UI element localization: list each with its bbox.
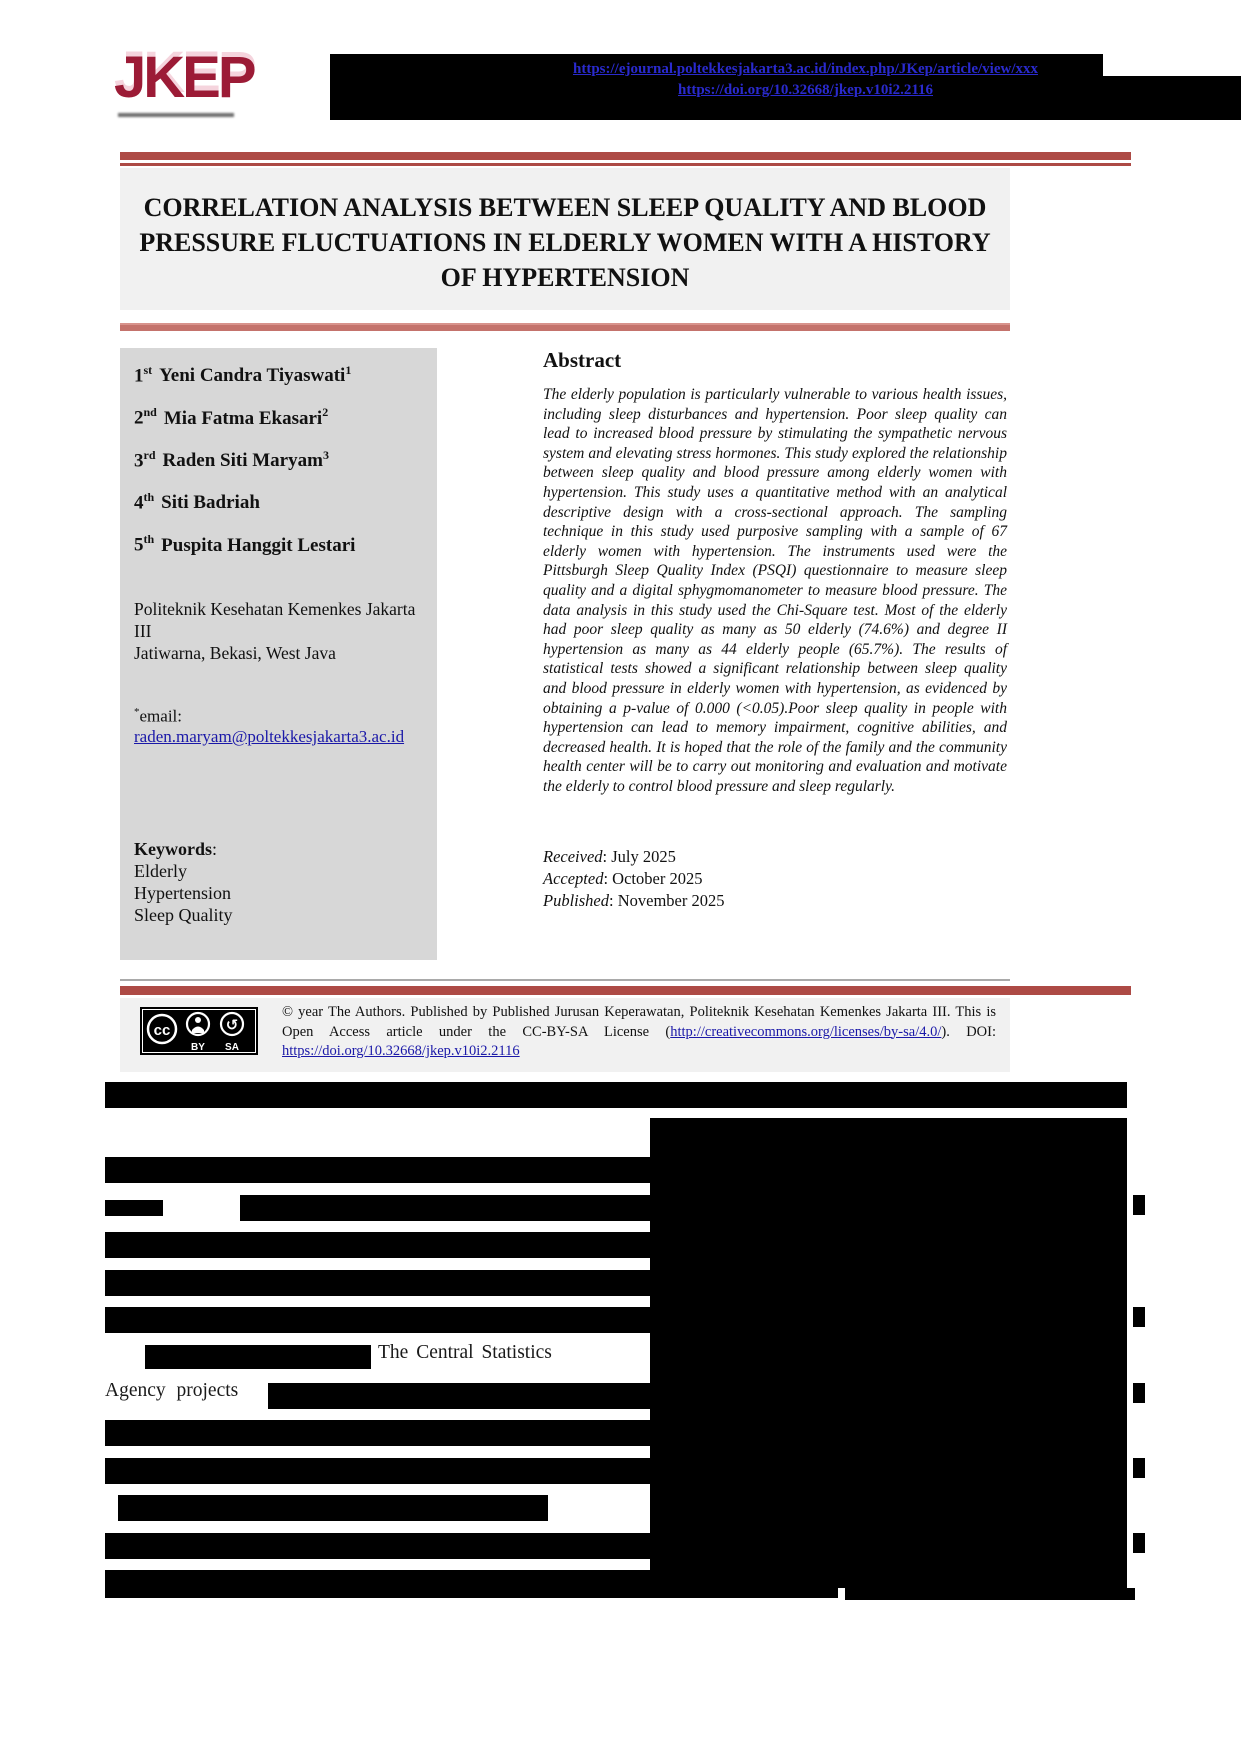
accepted-value: : October 2025 [603, 869, 703, 888]
email-label: email: [139, 706, 182, 726]
received-label: Received [543, 847, 603, 866]
author-name: Puspita Hanggit Lestari [161, 534, 356, 556]
title-line-3: OF HYPERTENSION [440, 263, 690, 292]
redaction-bar [1133, 1195, 1145, 1215]
author-affiliation-number: 1 [345, 363, 352, 377]
redaction-bar [145, 1345, 371, 1369]
doi-url-link[interactable]: https://doi.org/10.32668/jkep.v10i2.2116 [677, 82, 934, 98]
redaction-bar [845, 1588, 1135, 1600]
redaction-bar [105, 1570, 838, 1598]
redaction-bar [650, 1148, 1127, 1588]
author-ordinal-suffix: st [143, 363, 153, 377]
author-name: Mia Fatma Ekasari [163, 407, 323, 429]
redaction-bar [105, 1458, 650, 1484]
author-ordinal-suffix: nd [143, 405, 157, 420]
redaction-bar [105, 1307, 650, 1333]
abstract-body: The elderly population is particularly vulnerable to various health issues, including sleep disturbances and hypertension. Poor sleep quality can lead to increased blood pressure by stimulating the sympathetic nervous system and elevating stress hormones. This study explored the relationship between sleep quality and blood pressure among elderly women with hypertension. This study uses a quantitative method with an analytical descriptive design with a cross-sectional approach. The sampling technique in this study used purposive sampling with a sample of 67 elderly women with hypertension. The instruments used were the Pittsburgh Sleep Quality Index (PSQI) questionnaire to measure sleep quality and a digital sphygmomanometer to measure blood pressure. The data analysis in this study used the Chi-Square test. Most of the elderly had poor sleep quality as many as 50 elderly (74.6%) and degree II hypertension as many as 44 elderly people (65.7%). The results of statistical tests showed a significant relationship between sleep quality and blood pressure in elderly women with hypertension, as evidenced by obtaining a p-value of 0.000 (<0.05).Poor sleep quality in people with hypertension can lead to memory impairment, cognitive abilities, and decreased health. It is hoped that the role of the family and the community health center will be to carry out monitoring and evaluation and motivate the elderly to control blood pressure and sleep regularly. [543, 386, 1007, 795]
email-asterisk: * [134, 706, 140, 718]
keyword-item: Sleep Quality [134, 905, 233, 925]
received-value: : July 2025 [602, 847, 676, 866]
affiliation-line-2: Jatiwarna, Bekasi, West Java [134, 643, 336, 663]
cc-letters: cc [153, 1022, 171, 1039]
journal-logo: JKEP [114, 45, 254, 110]
redaction-bar [105, 1533, 650, 1559]
redaction-bar [105, 1232, 650, 1258]
keyword-item: Elderly [134, 861, 187, 881]
article-url-link[interactable]: https://ejournal.poltekkesjakarta3.ac.id/index.php/JKep/article/view/xxx [572, 61, 1038, 77]
redaction-bar [105, 1420, 650, 1446]
license-doi-link[interactable]: https://doi.org/10.32668/jkep.v10i2.2116 [282, 1043, 520, 1059]
redaction-bar [105, 1082, 1127, 1108]
license-text-part1: © year The Authors. Published by Published Jurusan Keperawatan, Politeknik Kesehatan Kemenkes Jakarta III. This is Open Access article under the CC-BY-SA License ( [282, 1004, 996, 1040]
author-ordinal: 3 [134, 449, 144, 471]
abstract-heading: Abstract [543, 348, 622, 372]
redaction-bar [105, 1270, 650, 1296]
author-affiliation-number: 3 [322, 447, 329, 462]
by-label: BY [191, 1042, 205, 1053]
published-label: Published [543, 891, 609, 910]
author-name: Raden Siti Maryam [162, 449, 323, 471]
title-line-2: PRESSURE FLUCTUATIONS IN ELDERLY WOMEN WITH A HISTORY [139, 228, 991, 257]
affiliation-line-1: Politeknik Kesehatan Kemenkes Jakarta III [134, 599, 416, 641]
author-ordinal-suffix: rd [143, 447, 156, 462]
redaction-bar [105, 1200, 163, 1216]
author-name: Siti Badriah [161, 492, 260, 514]
author-ordinal: 4 [134, 492, 144, 514]
author-ordinal-suffix: th [143, 489, 155, 504]
author-ordinal: 2 [134, 407, 144, 429]
redaction-bar [1133, 1533, 1145, 1553]
author-ordinal: 1 [134, 365, 144, 387]
title-line-1: CORRELATION ANALYSIS BETWEEN SLEEP QUALITY AND BLOOD [143, 193, 987, 222]
author-ordinal-suffix: th [143, 532, 155, 547]
author-ordinal: 5 [134, 534, 144, 556]
redaction-bar [105, 1157, 730, 1183]
accepted-label: Accepted [543, 869, 604, 888]
author-name: Yeni Candra Tiyaswati [159, 365, 346, 387]
keyword-item: Hypertension [134, 883, 231, 903]
svg-text:↺: ↺ [225, 1016, 239, 1034]
redaction-bar [650, 1118, 1127, 1148]
license-text-part2: ). DOI: [941, 1023, 996, 1040]
redaction-bar [118, 1495, 548, 1521]
redaction-bar [1133, 1307, 1145, 1327]
keywords-colon: : [212, 839, 218, 859]
email-link[interactable]: raden.maryam@poltekkesjakarta3.ac.id [134, 726, 405, 746]
sa-label: SA [225, 1042, 239, 1053]
author-affiliation-number: 2 [322, 405, 329, 420]
redaction-bar [1133, 1383, 1145, 1403]
redaction-bar [1133, 1458, 1145, 1478]
visible-text-fragment: Agency projects [105, 1380, 239, 1401]
visible-text-fragment: The Central Statistics [378, 1342, 552, 1363]
cc-license-link[interactable]: http://creativecommons.org/licenses/by-sa/4.0/ [670, 1023, 942, 1040]
redaction-bar [268, 1383, 650, 1409]
published-value: : November 2025 [609, 891, 725, 910]
keywords-label: Keywords [134, 839, 212, 859]
